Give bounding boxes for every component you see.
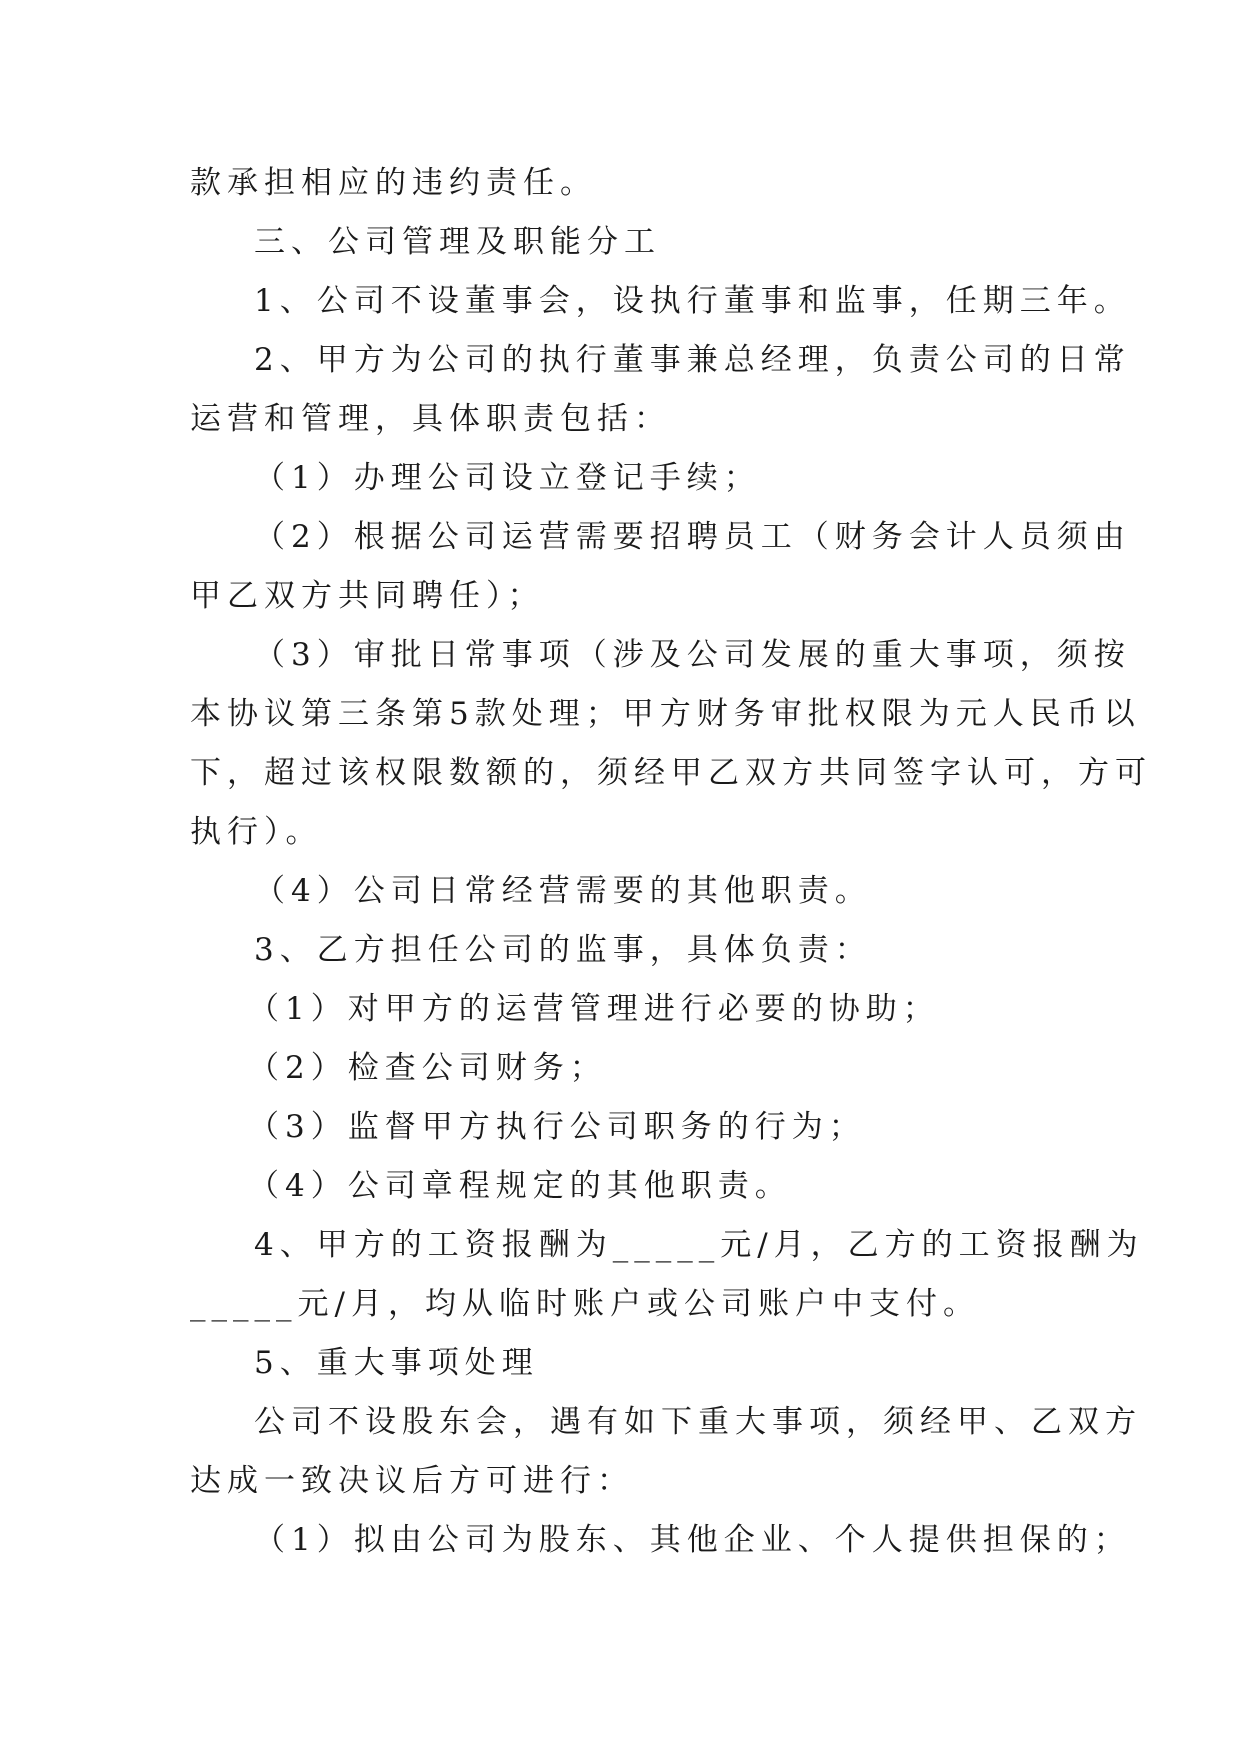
paragraph-line: 3、乙方担任公司的监事，具体负责： — [254, 932, 872, 968]
paragraph-line: 4、甲方的工资报酬为_____元/月，乙方的工资报酬为 — [254, 1227, 1144, 1263]
list-item-continued: 执行）。 — [190, 814, 323, 850]
list-item: （4）公司章程规定的其他职责。 — [248, 1168, 792, 1204]
paragraph-line: 款承担相应的违约责任。 — [190, 165, 597, 201]
document-body — [190, 154, 1152, 1570]
list-item: （3）审批日常事项（涉及公司发展的重大事项，须按 — [254, 637, 1131, 673]
paragraph-line: 1、公司不设董事会，设执行董事和监事，任期三年。 — [254, 283, 1131, 319]
paragraph-line: 达成一致决议后方可进行： — [190, 1463, 634, 1499]
list-item: （2）检查公司财务； — [248, 1050, 607, 1086]
list-item: （1）拟由公司为股东、其他企业、个人提供担保的； — [254, 1522, 1131, 1558]
list-item: （2）根据公司运营需要招聘员工（财务会计人员须由 — [254, 519, 1131, 555]
list-item: （4）公司日常经营需要的其他职责。 — [254, 873, 872, 909]
list-item: （1）办理公司设立登记手续； — [254, 460, 761, 496]
list-item: （3）监督甲方执行公司职务的行为； — [248, 1109, 866, 1145]
paragraph-line: 2、甲方为公司的执行董事兼总经理，负责公司的日常 — [254, 342, 1131, 378]
paragraph-line: 运营和管理，具体职责包括： — [190, 401, 671, 437]
list-item-continued: 甲乙双方共同聘任）； — [190, 578, 545, 614]
paragraph-line: _____元/月，均从临时账户或公司账户中支付。 — [190, 1286, 980, 1322]
section-heading: 5、重大事项处理 — [254, 1345, 539, 1381]
list-item-continued: 本协议第三条第5款处理；甲方财务审批权限为元人民币以 — [190, 696, 1141, 732]
section-heading: 三、公司管理及职能分工 — [254, 224, 661, 260]
list-item-continued: 下，超过该权限数额的，须经甲乙双方共同签字认可，方可 — [190, 755, 1152, 791]
paragraph-line: 公司不设股东会，遇有如下重大事项，须经甲、乙双方 — [254, 1404, 1142, 1440]
list-item: （1）对甲方的运营管理进行必要的协助； — [248, 991, 940, 1027]
